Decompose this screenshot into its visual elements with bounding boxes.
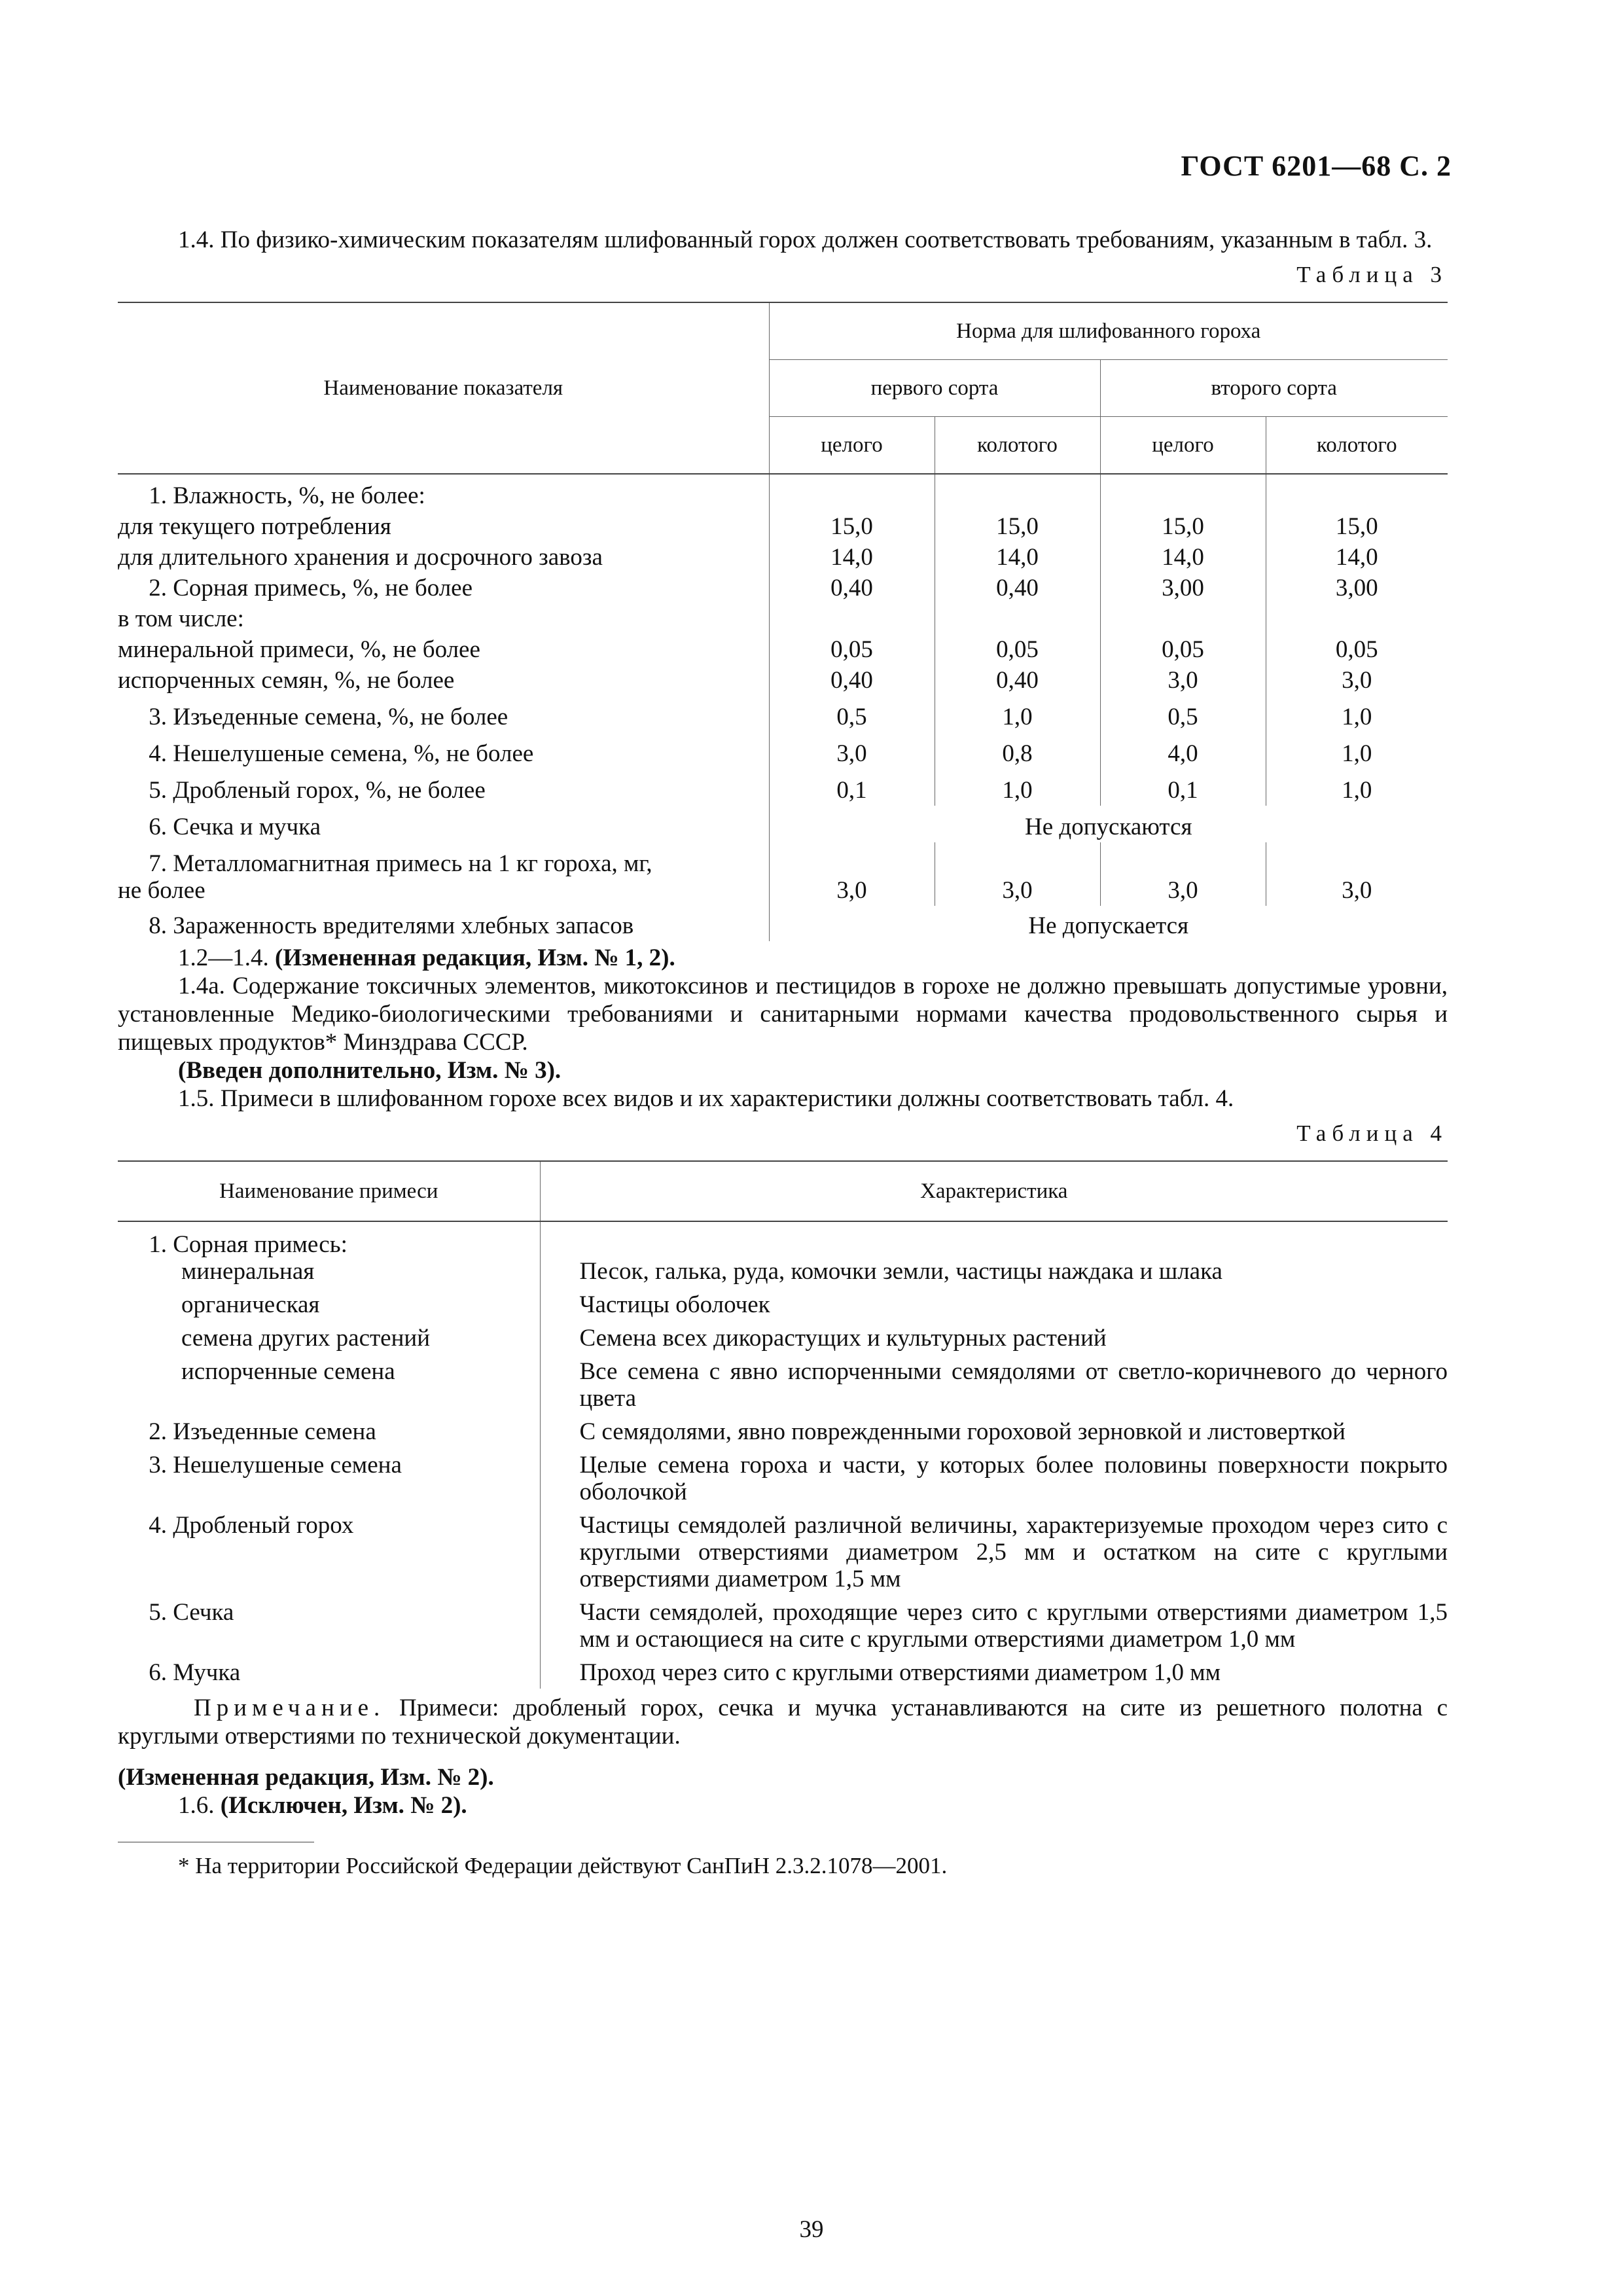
table-cell: Песок, галька, руда, комочки земли, частицы наждака и шлака: [540, 1221, 1448, 1287]
table-cell: 3,0: [1266, 842, 1448, 906]
table-3: [118, 302, 1448, 941]
table-cell-merged: Не допускается: [769, 906, 1448, 941]
table-row: 3. Нешелушеные семена Целые семена гороха и части, у которых более половины поверхности покрыто оболочкой: [118, 1448, 1448, 1508]
table-3-header-split: колотого: [1266, 417, 1448, 475]
table-cell: 0,1: [1100, 769, 1266, 806]
table-3-header-name: Наименование показателя: [118, 302, 769, 474]
table-cell: 15,0: [1100, 511, 1266, 542]
table-row: 6. Мучка Проход через сито с круглыми отверстиями диаметром 1,0 мм: [118, 1655, 1448, 1689]
table-cell: Все семена с явно испорченными семядолями от светло-коричневого до черного цвета: [540, 1354, 1448, 1414]
table-cell: Семена всех дикорастущих и культурных растений: [540, 1321, 1448, 1354]
table-cell: 1,0: [935, 769, 1100, 806]
table-row: 4. Нешелушеные семена, %, не более 3,0 0,8 4,0 1,0: [118, 732, 1448, 769]
table-3-label: Таблица 3: [1296, 262, 1448, 287]
page-header: ГОСТ 6201—68 С. 2: [1181, 150, 1452, 182]
table-cell: 3,0: [769, 842, 935, 906]
table-row: 7. Металломагнитная примесь на 1 кг гороха, мг, не более 3,0 3,0 3,0 3,0: [118, 842, 1448, 906]
table-row: 2. Сорная примесь, %, не более 0,40 0,40 3,00 3,00: [118, 573, 1448, 603]
table-cell: 3,0: [769, 732, 935, 769]
table-cell: Частицы семядолей различной величины, характеризуемые проходом через сито с круглыми отверстиями диаметром 2,5 мм и остатком на сите с круглыми отверстиями диаметром 1,5 мм: [540, 1508, 1448, 1595]
table-cell: 1,0: [1266, 696, 1448, 732]
table-cell: Целые семена гороха и части, у которых более половины поверхности покрыто оболочкой: [540, 1448, 1448, 1508]
table-cell: 0,1: [769, 769, 935, 806]
table-row: для текущего потребления 15,0 15,0 15,0 15,0: [118, 511, 1448, 542]
table-cell: 3,0: [1100, 842, 1266, 906]
table-row: 1. Сорная примесь: минеральная Песок, галька, руда, комочки земли, частицы наждака и шлака: [118, 1221, 1448, 1287]
table-cell: 0,40: [769, 573, 935, 603]
table-cell: 14,0: [1100, 542, 1266, 573]
table-row: органическая Частицы оболочек: [118, 1287, 1448, 1321]
table-4-label: Таблица 4: [1296, 1121, 1448, 1146]
table-cell: 3,0: [1100, 665, 1266, 696]
table-cell: Проход через сито с круглыми отверстиями диаметром 1,0 мм: [540, 1655, 1448, 1689]
paragraph-1-4: 1.4. По физико-химическим показателям шлифованный горох должен соответствовать требованиям, указанным в табл. 3.: [178, 226, 1433, 253]
table-row: в том числе:: [118, 603, 1448, 634]
table-cell: 0,8: [935, 732, 1100, 769]
table-row: 5. Дробленый горох, %, не более 0,1 1,0 0,1 1,0: [118, 769, 1448, 806]
table-row: для длительного хранения и досрочного завоза 14,0 14,0 14,0 14,0: [118, 542, 1448, 573]
table-cell: Части семядолей, проходящие через сито с круглыми отверстиями диаметром 1,5 мм и остающиеся на сите с круглыми отверстиями диаметром 1,0 мм: [540, 1595, 1448, 1655]
table-cell: 14,0: [769, 542, 935, 573]
table-cell: 1,0: [1266, 769, 1448, 806]
table-cell: 3,00: [1266, 573, 1448, 603]
amendment-note-2: (Введен дополнительно, Изм. № 3).: [178, 1057, 562, 1084]
table-4-header-char: Характеристика: [540, 1161, 1448, 1221]
table-cell: 0,5: [769, 696, 935, 732]
table-3-header-grade1: первого сорта: [769, 360, 1100, 417]
table-cell: С семядолями, явно поврежденными гороховой зерновкой и листоверткой: [540, 1414, 1448, 1448]
page-number: 39: [799, 2216, 824, 2243]
table-cell: 0,40: [935, 573, 1100, 603]
table-cell: 3,00: [1100, 573, 1266, 603]
table-row: 8. Зараженность вредителями хлебных запасов Не допускается: [118, 906, 1448, 941]
table-row: 1. Влажность, %, не более:: [118, 474, 1448, 511]
table-row: минеральной примеси, %, не более 0,05 0,05 0,05 0,05: [118, 634, 1448, 665]
table-cell: 1,0: [935, 696, 1100, 732]
page-content: [118, 226, 1448, 1880]
table-3-header-split: колотого: [935, 417, 1100, 475]
table-row: испорченных семян, %, не более 0,40 0,40 3,0 3,0: [118, 665, 1448, 696]
table-row: 4. Дробленый горох Частицы семядолей различной величины, характеризуемые проходом через сито с круглыми отверстиями диаметром 2,5 мм и остатком на сите с круглыми отверстиями диаметром 1,5 мм: [118, 1508, 1448, 1595]
paragraph-1-4a: 1.4а. Содержание токсичных элементов, микотоксинов и пестицидов в горохе не должно превышать допустимые уровни, установленные Медико-биологическими требованиями и санитарными нормами качества продовольственного сырья и пищевых продуктов* Минздрава СССР.: [118, 973, 1448, 1056]
table-cell: 0,05: [1100, 634, 1266, 665]
table-cell: 3,0: [935, 842, 1100, 906]
paragraph-1-6: 1.6. (Исключен, Изм. № 2).: [178, 1792, 467, 1819]
table-3-header-norm: Норма для шлифованного гороха: [769, 302, 1448, 360]
table-4: [118, 1160, 1448, 1689]
table-row: семена других растений Семена всех дикорастущих и культурных растений: [118, 1321, 1448, 1354]
table-cell: Частицы оболочек: [540, 1287, 1448, 1321]
table-row: 5. Сечка Части семядолей, проходящие через сито с круглыми отверстиями диаметром 1,5 мм и остающиеся на сите с круглыми отверстиями диаметром 1,0 мм: [118, 1595, 1448, 1655]
table-cell: 14,0: [1266, 542, 1448, 573]
table-4-note: Примечание. Примеси: дробленый горох, сечка и мучка устанавливаются на сите из решетного полотна с круглыми отверстиями по технической документации.: [118, 1695, 1448, 1749]
table-cell: 15,0: [1266, 511, 1448, 542]
table-cell: 1,0: [1266, 732, 1448, 769]
table-cell: 14,0: [935, 542, 1100, 573]
table-cell: 0,05: [935, 634, 1100, 665]
amendment-note-3: (Измененная редакция, Изм. № 2).: [118, 1764, 494, 1791]
table-row: испорченные семена Все семена с явно испорченными семядолями от светло-коричневого до черного цвета: [118, 1354, 1448, 1414]
table-cell: 0,5: [1100, 696, 1266, 732]
table-row: 3. Изъеденные семена, %, не более 0,5 1,0 0,5 1,0: [118, 696, 1448, 732]
table-cell-merged: Не допускаются: [769, 806, 1448, 842]
footnote: * На территории Российской Федерации действуют СанПиН 2.3.2.1078—2001.: [178, 1853, 948, 1878]
table-4-header-name: Наименование примеси: [118, 1161, 540, 1221]
table-3-header-whole: целого: [1100, 417, 1266, 475]
table-cell: 0,40: [935, 665, 1100, 696]
table-3-header-whole: целого: [769, 417, 935, 475]
table-cell: 0,40: [769, 665, 935, 696]
amendment-note-1: 1.2—1.4. (Измененная редакция, Изм. № 1, 2).: [178, 944, 675, 971]
table-cell: 4,0: [1100, 732, 1266, 769]
table-cell: 0,05: [1266, 634, 1448, 665]
table-row: 2. Изъеденные семена С семядолями, явно поврежденными гороховой зерновкой и листоверткой: [118, 1414, 1448, 1448]
table-row: 6. Сечка и мучка Не допускаются: [118, 806, 1448, 842]
table-cell: 0,05: [769, 634, 935, 665]
table-cell: 15,0: [935, 511, 1100, 542]
paragraph-1-5: 1.5. Примеси в шлифованном горохе всех видов и их характеристики должны соответствовать табл. 4.: [178, 1085, 1234, 1112]
table-cell: 15,0: [769, 511, 935, 542]
table-3-header-grade2: второго сорта: [1100, 360, 1448, 417]
table-cell: 3,0: [1266, 665, 1448, 696]
